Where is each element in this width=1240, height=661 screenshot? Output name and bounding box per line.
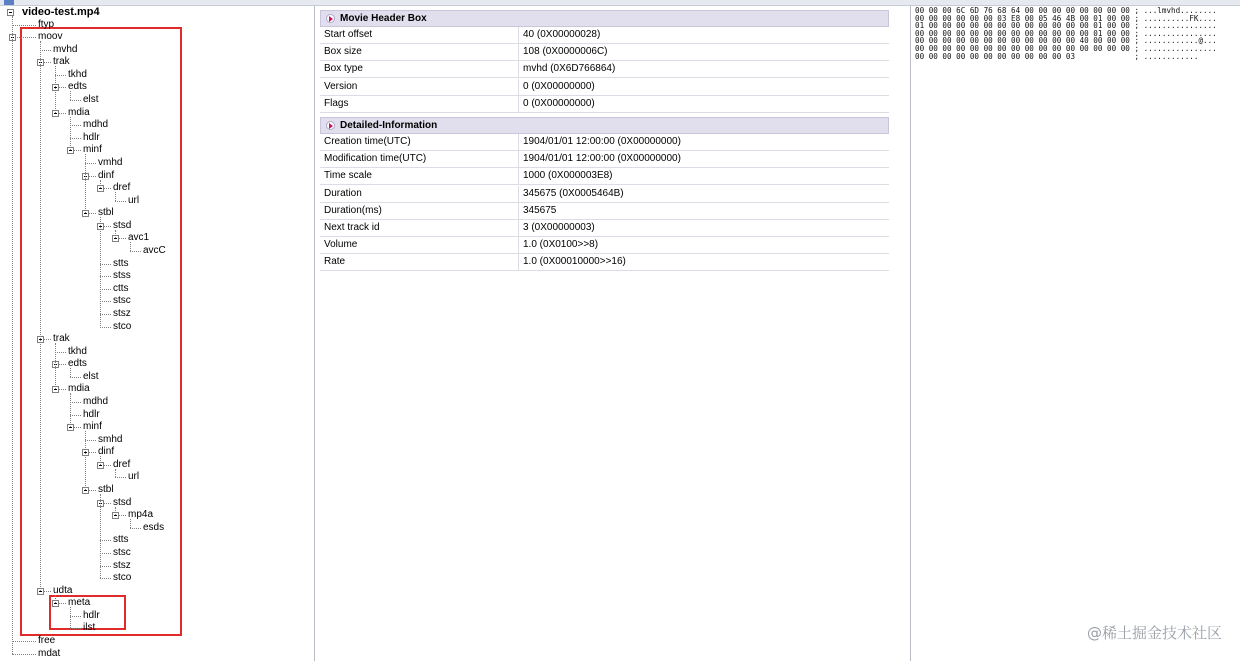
hex-dump-line: 00 00 00 00 00 00 00 00 00 00 00 00 40 00 00 00 ; ............@... — [915, 36, 1217, 46]
tree-connector — [70, 628, 81, 629]
property-key: Modification time(UTC) — [324, 151, 519, 167]
tree-connector — [100, 314, 111, 315]
tree-connector — [85, 440, 96, 441]
tree-connector — [70, 100, 81, 101]
tree-connector — [100, 327, 111, 328]
tree-guide-line — [115, 469, 116, 478]
tree-node-mdia[interactable]: mdia — [68, 383, 90, 395]
property-key: Volume — [324, 237, 519, 253]
tree-guide-line — [12, 16, 13, 654]
properties-pane — [318, 6, 911, 661]
tree-connector — [115, 477, 126, 478]
tree-connector — [40, 50, 51, 51]
property-key: Creation time(UTC) — [324, 134, 519, 150]
hex-view-pane[interactable] — [913, 6, 1240, 661]
property-row[interactable] — [320, 254, 889, 271]
property-row[interactable] — [320, 151, 889, 168]
tree-node-stsd[interactable]: stsd — [113, 219, 132, 231]
property-value: 1000 (0X000003E8) — [523, 170, 613, 182]
tree-node-trak[interactable]: trak — [53, 333, 70, 345]
property-row[interactable] — [320, 27, 889, 44]
property-key: Start offset — [324, 27, 519, 43]
property-key: Rate — [324, 254, 519, 270]
tree-node-mdat[interactable]: mdat — [38, 647, 61, 659]
property-key: Flags — [324, 96, 519, 112]
tree-node-edts[interactable]: edts — [68, 358, 87, 370]
tree-node-dinf[interactable]: dinf — [98, 169, 115, 181]
tree-guide-line — [70, 368, 71, 377]
detailed-information-title: Detailed-Information — [340, 120, 438, 131]
hex-dump-line: 00 00 00 00 00 00 00 00 00 00 00 03 ; ............ — [915, 51, 1199, 61]
tree-connector — [100, 578, 111, 579]
tree-node-stts[interactable]: stts — [113, 534, 129, 546]
tree-guide-line — [70, 91, 71, 100]
property-key: Time scale — [324, 168, 519, 184]
tree-node-ftyp[interactable]: ftyp — [38, 18, 55, 30]
property-value: 40 (0X00000028) — [523, 29, 601, 40]
tree-node-mdhd[interactable]: mdhd — [83, 395, 109, 407]
property-key: Duration — [324, 186, 519, 202]
tree-guide-line — [115, 230, 116, 239]
tree-node-tkhd[interactable]: tkhd — [68, 68, 87, 80]
tree-connector — [130, 251, 141, 252]
tree-node-elst[interactable]: elst — [83, 94, 99, 106]
tree-node-udta[interactable]: udta — [53, 584, 73, 596]
tree-connector — [55, 352, 66, 353]
property-value: 108 (0X0000006C) — [523, 46, 608, 58]
property-key: Box type — [324, 61, 519, 77]
tree-guide-line — [55, 595, 56, 604]
tree-node-mp4a[interactable]: mp4a — [128, 509, 154, 521]
hex-dump-line: 01 00 00 00 00 00 00 00 00 00 00 00 00 01 00 00 ; ................ — [915, 21, 1217, 31]
tree-node-avc1[interactable]: avc1 — [128, 232, 150, 244]
tree-node-ctts[interactable]: ctts — [113, 282, 129, 294]
property-key: Box size — [324, 44, 519, 60]
tree-connector — [12, 654, 36, 655]
tree-connector — [85, 163, 96, 164]
tree-node-minf[interactable]: minf — [83, 421, 102, 433]
tree-node-mdia[interactable]: mdia — [68, 106, 90, 118]
tree-node-elst[interactable]: elst — [83, 370, 99, 382]
tree-node-tkhd[interactable]: tkhd — [68, 345, 87, 357]
hex-dump-line: 00 00 00 00 00 00 00 00 00 00 00 00 00 00 00 00 ; ................ — [915, 44, 1217, 53]
tree-guide-line — [115, 507, 116, 516]
tree-guide-line — [100, 180, 101, 189]
property-value: mvhd (0X6D766864) — [523, 63, 616, 75]
tree-node-trak[interactable]: trak — [53, 56, 70, 68]
expand-arrow-icon[interactable] — [326, 14, 335, 23]
tree-node-free[interactable]: free — [38, 635, 56, 646]
tree-guide-line — [70, 117, 71, 151]
tree-node-ilst[interactable]: ilst — [83, 622, 96, 634]
property-value: 0 (0X00000000) — [523, 80, 595, 92]
tree-node-url[interactable]: url — [128, 194, 140, 206]
tree-connector — [55, 75, 66, 76]
tree-node-hdlr[interactable]: hdlr — [83, 609, 100, 621]
tree-node-minf[interactable]: minf — [83, 144, 102, 156]
tree-node-stbl[interactable]: stbl — [98, 484, 114, 496]
tree-guide-line — [85, 431, 86, 490]
tree-node-dref[interactable]: dref — [113, 182, 131, 194]
tree-node-moov[interactable]: moov — [38, 31, 63, 43]
tree-guide-line — [100, 494, 101, 578]
tree-connector — [12, 641, 36, 642]
tree-guide-line — [100, 217, 101, 326]
tree-connector — [70, 402, 81, 403]
tree-node-stsz[interactable]: stsz — [113, 559, 131, 571]
tree-connector — [100, 553, 111, 554]
tree-node-mdhd[interactable]: mdhd — [83, 119, 109, 131]
tree-guide-line — [130, 519, 131, 528]
tree-node-stsz[interactable]: stsz — [113, 307, 131, 319]
tree-guide-line — [70, 393, 71, 427]
tree-connector — [70, 138, 81, 139]
tree-node-vmhd[interactable]: vmhd — [98, 156, 123, 168]
property-row[interactable] — [320, 186, 889, 203]
tree-connector — [100, 301, 111, 302]
tree-node-stbl[interactable]: stbl — [98, 207, 114, 219]
property-row[interactable] — [320, 96, 889, 113]
tree-node-hdlr[interactable]: hdlr — [83, 131, 100, 143]
tree-node-avcc[interactable]: avcC — [143, 245, 166, 257]
property-row[interactable] — [320, 168, 889, 185]
tree-connector — [100, 264, 111, 265]
property-row[interactable] — [320, 61, 889, 78]
detailed-information-header[interactable] — [320, 117, 889, 134]
movie-header-box-title: Movie Header Box — [340, 13, 427, 24]
property-key: Next track id — [324, 220, 519, 236]
tree-connector — [100, 566, 111, 567]
tree-node-mvhd[interactable]: mvhd — [53, 43, 78, 55]
property-value: 345675 (0X0005464B) — [523, 187, 624, 199]
tree-connector — [70, 125, 81, 126]
property-value: 3 (0X00000003) — [523, 222, 595, 233]
hex-dump-line: 00 00 00 00 00 00 03 E8 00 05 46 4B 00 01 00 00 ; ..........FK.... — [915, 13, 1217, 23]
tree-guide-line — [70, 607, 71, 628]
property-row[interactable] — [320, 220, 889, 237]
tree-node-meta[interactable]: meta — [68, 597, 91, 609]
tree-node-stss[interactable]: stss — [113, 270, 131, 282]
tree-guide-line — [115, 192, 116, 201]
watermark: @稀土掘金技术社区 — [1086, 624, 1222, 642]
property-value: 345675 — [523, 204, 557, 216]
collapse-toggle-icon[interactable] — [7, 9, 14, 16]
app-icon — [4, 0, 14, 5]
tree-node-video-test-mp4[interactable]: video-test.mp4 — [22, 6, 100, 18]
tree-node-stts[interactable]: stts — [113, 257, 129, 269]
tree-connector — [100, 289, 111, 290]
tree-node-esds[interactable]: esds — [143, 521, 165, 533]
property-value: 1.0 (0X0100>>8) — [523, 239, 599, 251]
tree-connector — [100, 276, 111, 277]
tree-node-stco[interactable]: stco — [113, 572, 132, 584]
property-value: 1.0 (0X00010000>>16) — [523, 256, 626, 268]
property-row[interactable] — [320, 79, 889, 96]
property-row[interactable] — [320, 237, 889, 254]
expand-arrow-icon[interactable] — [326, 121, 335, 130]
tree-node-stco[interactable]: stco — [113, 320, 132, 332]
tree-node-stsc[interactable]: stsc — [113, 546, 131, 558]
tree-node-smhd[interactable]: smhd — [98, 433, 123, 445]
tree-node-stsc[interactable]: stsc — [113, 295, 131, 307]
property-value: 1904/01/01 12:00:00 (0X00000000) — [523, 136, 681, 147]
tree-connector — [12, 25, 36, 26]
tree-node-hdlr[interactable]: hdlr — [83, 408, 100, 420]
tree-guide-line — [40, 41, 41, 591]
property-row[interactable] — [320, 203, 889, 220]
hex-dump-line: 00 00 00 6C 6D 76 68 64 00 00 00 00 00 00 00 00 ; ...lmvhd........ — [915, 6, 1217, 15]
tree-node-dinf[interactable]: dinf — [98, 446, 115, 458]
tree-connector — [70, 377, 81, 378]
tree-node-dref[interactable]: dref — [113, 458, 131, 470]
property-key: Version — [324, 79, 519, 95]
tree-node-url[interactable]: url — [128, 471, 140, 483]
tree-guide-line — [100, 456, 101, 465]
property-key: Duration(ms) — [324, 203, 519, 219]
tree-guide-line — [130, 242, 131, 251]
tree-guide-line — [55, 343, 56, 389]
property-value: 1904/01/01 12:00:00 (0X00000000) — [523, 153, 681, 165]
hex-dump-line: 00 00 00 00 00 00 00 00 00 00 00 00 00 01 00 00 ; ................ — [915, 28, 1217, 38]
box-tree-pane[interactable] — [0, 6, 315, 661]
property-row[interactable] — [320, 134, 889, 151]
tree-connector — [70, 415, 81, 416]
property-value: 0 (0X00000000) — [523, 97, 595, 109]
movie-header-box-header[interactable] — [320, 10, 889, 27]
tree-node-stsd[interactable]: stsd — [113, 496, 132, 508]
tree-guide-line — [85, 154, 86, 213]
tree-connector — [70, 616, 81, 617]
tree-connector — [115, 201, 126, 202]
tree-connector — [130, 528, 141, 529]
tree-node-edts[interactable]: edts — [68, 81, 87, 93]
tree-guide-line — [55, 66, 56, 112]
property-row[interactable] — [320, 44, 889, 61]
tree-connector — [100, 540, 111, 541]
